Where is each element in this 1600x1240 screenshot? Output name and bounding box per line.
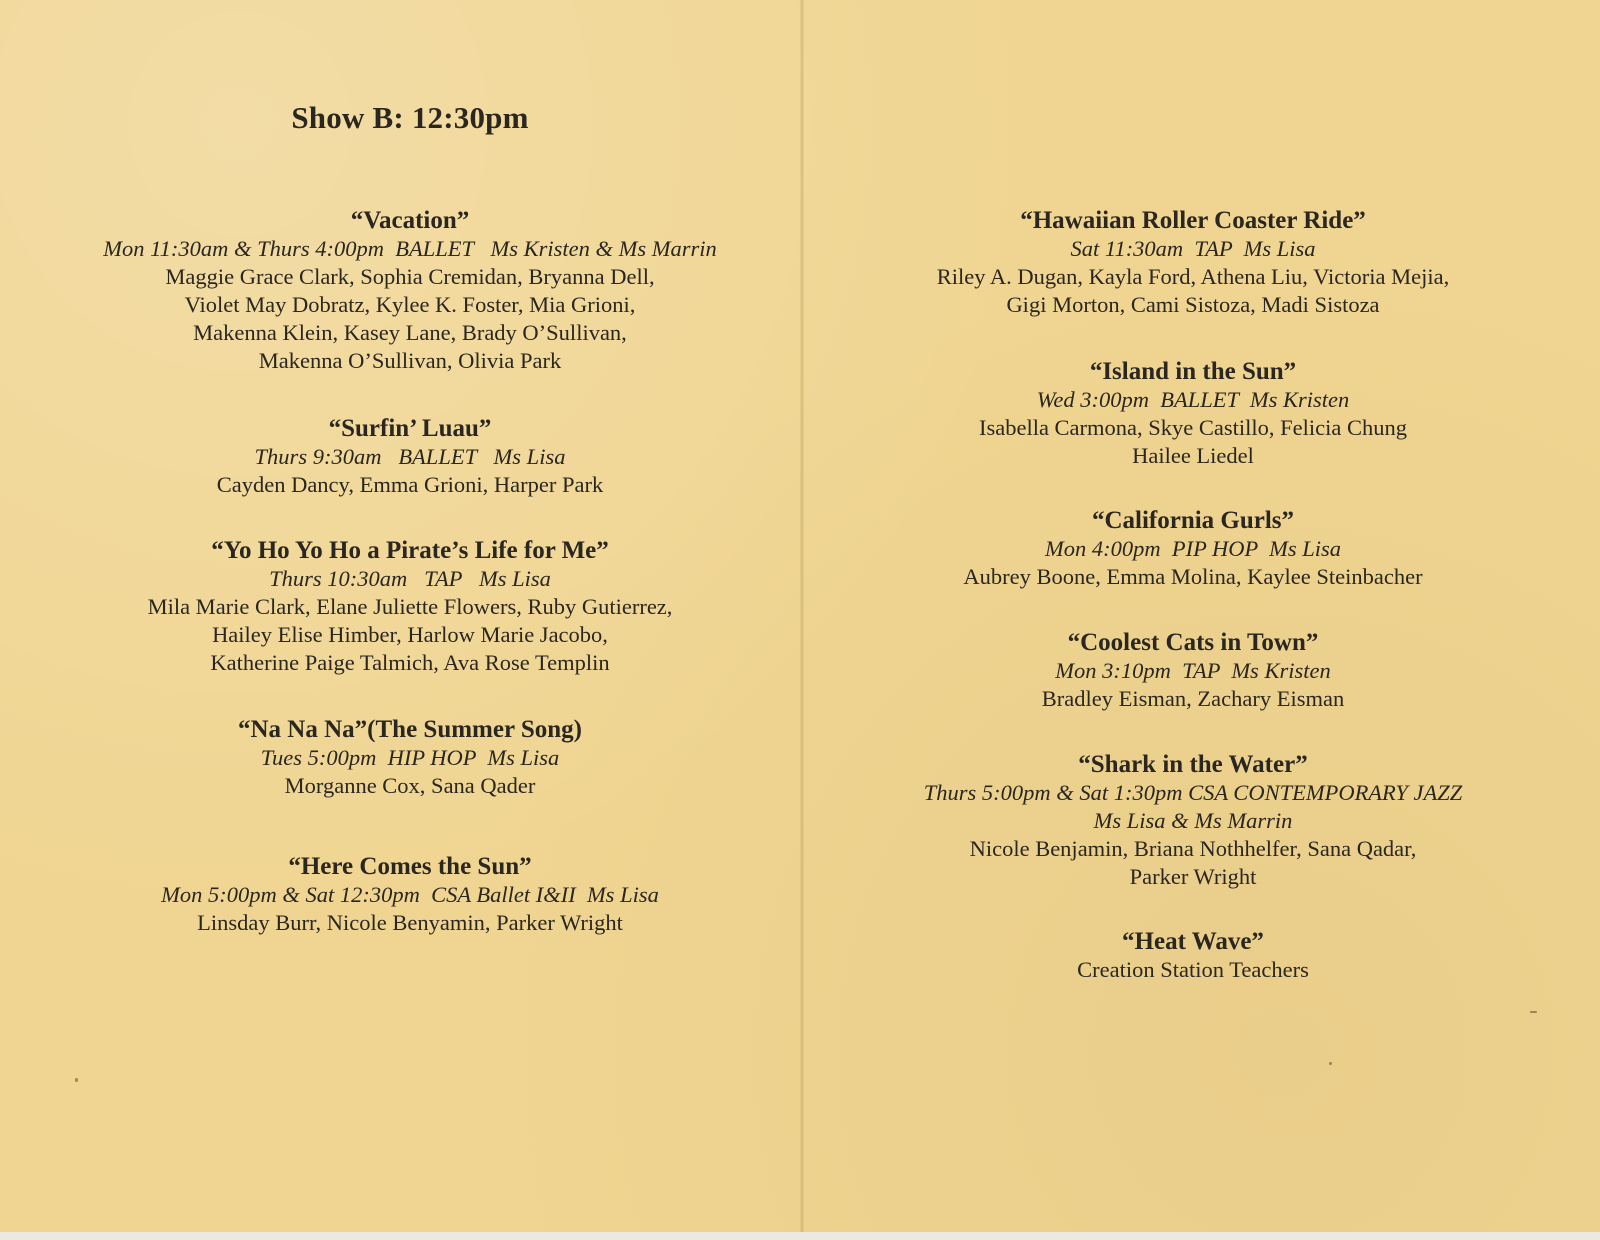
dancer-line: Makenna O’Sullivan, Olivia Park: [258, 348, 562, 373]
number-title: “Shark in the Water”: [1078, 751, 1308, 778]
number-title: “Heat Wave”: [1122, 928, 1264, 955]
number-schedule: Mon 4:00pm PIP HOP Ms Lisa: [1044, 536, 1342, 561]
number-title: “Island in the Sun”: [1089, 358, 1297, 385]
dancer-line: Hailee Liedel: [1132, 443, 1254, 468]
number-heat-wave: [802, 927, 1584, 984]
dancer-line: Nicole Benjamin, Briana Nothhelfer, Sana Qadar,: [969, 836, 1417, 861]
number-shark-in-the-water: [802, 750, 1584, 891]
number-dancers: [0, 471, 820, 499]
number-schedule: Thurs 10:30am TAP Ms Lisa: [269, 566, 551, 591]
paper-speck: [1329, 1062, 1332, 1065]
dancer-line: Creation Station Teachers: [1077, 957, 1309, 982]
number-here-comes-the-sun: [0, 852, 820, 937]
dancer-line: Aubrey Boone, Emma Molina, Kaylee Steinbacher: [963, 564, 1423, 589]
number-dancers: [802, 956, 1584, 984]
number-surfin-luau: [0, 414, 820, 499]
scan-edge: [0, 1232, 1600, 1240]
number-teachers: Ms Lisa & Ms Marrin: [1093, 808, 1293, 833]
number-schedule: Mon 5:00pm & Sat 12:30pm CSA Ballet I&II Ms Lisa: [161, 882, 659, 907]
number-island-in-the-sun: [802, 357, 1584, 470]
number-dancers: [0, 263, 820, 375]
number-dancers: [802, 685, 1584, 713]
number-dancers: [802, 835, 1584, 891]
dancer-line: Linsday Burr, Nicole Benyamin, Parker Wright: [197, 910, 623, 935]
number-title: “Na Na Na”(The Summer Song): [238, 716, 582, 743]
number-title: “Coolest Cats in Town”: [1067, 629, 1319, 656]
dancer-line: Parker Wright: [1129, 864, 1257, 889]
number-coolest-cats: [802, 628, 1584, 713]
show-title: Show B: 12:30pm: [291, 100, 529, 135]
number-schedule: Mon 3:10pm TAP Ms Kristen: [1055, 658, 1331, 683]
number-schedule: Sat 11:30am TAP Ms Lisa: [1070, 236, 1316, 261]
dancer-line: Makenna Klein, Kasey Lane, Brady O’Sullivan,: [193, 320, 627, 345]
number-dancers: [802, 563, 1584, 591]
dancer-line: Isabella Carmona, Skye Castillo, Felicia Chung: [978, 415, 1408, 440]
dancer-line: Bradley Eisman, Zachary Eisman: [1041, 686, 1345, 711]
dancer-line: Violet May Dobratz, Kylee K. Foster, Mia Grioni,: [184, 292, 636, 317]
dancer-line: Hailey Elise Himber, Harlow Marie Jacobo,: [212, 622, 608, 647]
number-schedule: Tues 5:00pm HIP HOP Ms Lisa: [260, 745, 560, 770]
number-title: “Surfin’ Luau”: [328, 415, 492, 442]
number-schedule: Mon 11:30am & Thurs 4:00pm BALLET Ms Kristen & Ms Marrin: [103, 236, 717, 261]
dancer-line: Riley A. Dugan, Kayla Ford, Athena Liu, Victoria Mejia,: [936, 264, 1450, 289]
number-california-gurls: [802, 506, 1584, 591]
dancer-line: Maggie Grace Clark, Sophia Cremidan, Bryanna Dell,: [165, 264, 655, 289]
dancer-line: Gigi Morton, Cami Sistoza, Madi Sistoza: [1006, 292, 1380, 317]
number-dancers: [0, 593, 820, 677]
number-title: “Vacation”: [350, 207, 470, 234]
number-schedule: Thurs 9:30am BALLET Ms Lisa: [254, 444, 566, 469]
number-pirates-life: [0, 536, 820, 677]
number-vacation: [0, 206, 820, 375]
number-na-na-na: [0, 715, 820, 800]
number-hawaiian-roller-coaster: [802, 206, 1584, 319]
number-dancers: [0, 772, 820, 800]
dancer-line: Mila Marie Clark, Elane Juliette Flowers, Ruby Gutierrez,: [147, 594, 673, 619]
paper-speck: [75, 1078, 78, 1082]
number-title: “California Gurls”: [1091, 507, 1295, 534]
dancer-line: Cayden Dancy, Emma Grioni, Harper Park: [216, 472, 604, 497]
number-title: “Yo Ho Yo Ho a Pirate’s Life for Me”: [211, 537, 609, 564]
number-schedule: Wed 3:00pm BALLET Ms Kristen: [1036, 387, 1350, 412]
number-dancers: [802, 414, 1584, 470]
dancer-line: Katherine Paige Talmich, Ava Rose Templin: [210, 650, 610, 675]
number-title: “Hawaiian Roller Coaster Ride”: [1020, 207, 1366, 234]
number-schedule: Thurs 5:00pm & Sat 1:30pm CSA CONTEMPORARY JAZZ: [923, 780, 1463, 805]
right-page: [802, 0, 1600, 1232]
number-dancers: [802, 263, 1584, 319]
paper-speck: [1530, 1011, 1537, 1013]
dancer-line: Morganne Cox, Sana Qader: [284, 773, 536, 798]
number-title: “Here Comes the Sun”: [288, 853, 532, 880]
number-dancers: [0, 909, 820, 937]
left-page: [0, 0, 802, 1232]
